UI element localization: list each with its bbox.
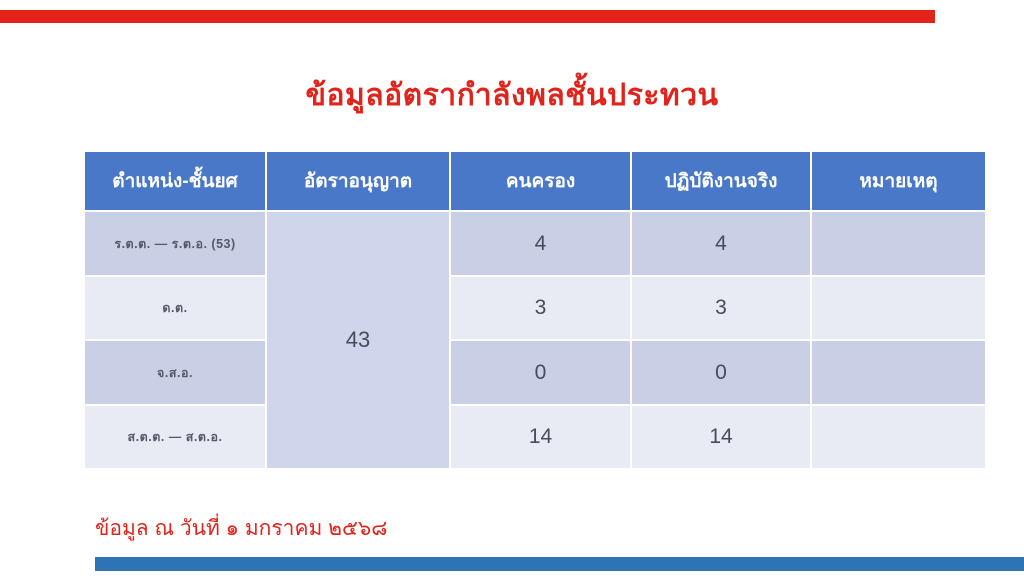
remark-cell [812,277,985,339]
actual-cell: 14 [632,406,810,468]
actual-cell: 3 [632,277,810,339]
remark-cell [812,406,985,468]
actual-cell: 4 [632,212,810,275]
occupied-cell: 0 [451,341,630,404]
manpower-table [85,152,985,468]
occupied-cell: 3 [451,277,630,339]
actual-cell: 0 [632,341,810,404]
rank-cell: ร.ต.ต. — ร.ต.อ. (53) [85,212,265,275]
header-cell-position-rank: ตำแหน่ง-ชั้นยศ [85,152,265,210]
header-cell-remark: หมายเหตุ [812,152,985,210]
header-cell-occupied: คนครอง [451,152,630,210]
rank-cell: ด.ต. [85,277,265,339]
bottom-accent-bar [95,557,1024,571]
authorized-quota-cell: 43 [267,212,449,468]
remark-cell [812,341,985,404]
remark-cell [812,212,985,275]
rank-cell: จ.ส.อ. [85,341,265,404]
header-cell-actual-working: ปฏิบัติงานจริง [632,152,810,210]
occupied-cell: 4 [451,212,630,275]
page-title: ข้อมูลอัตรากำลังพลชั้นประทวน [305,79,719,112]
header-cell-authorized: อัตราอนุญาต [267,152,449,210]
top-accent-bar [0,10,935,23]
rank-cell: ส.ต.ต. — ส.ต.อ. [85,406,265,468]
data-as-of-note: ข้อมูล ณ วันที่ ๑ มกราคม ๒๕๖๘ [95,517,388,540]
occupied-cell: 14 [451,406,630,468]
